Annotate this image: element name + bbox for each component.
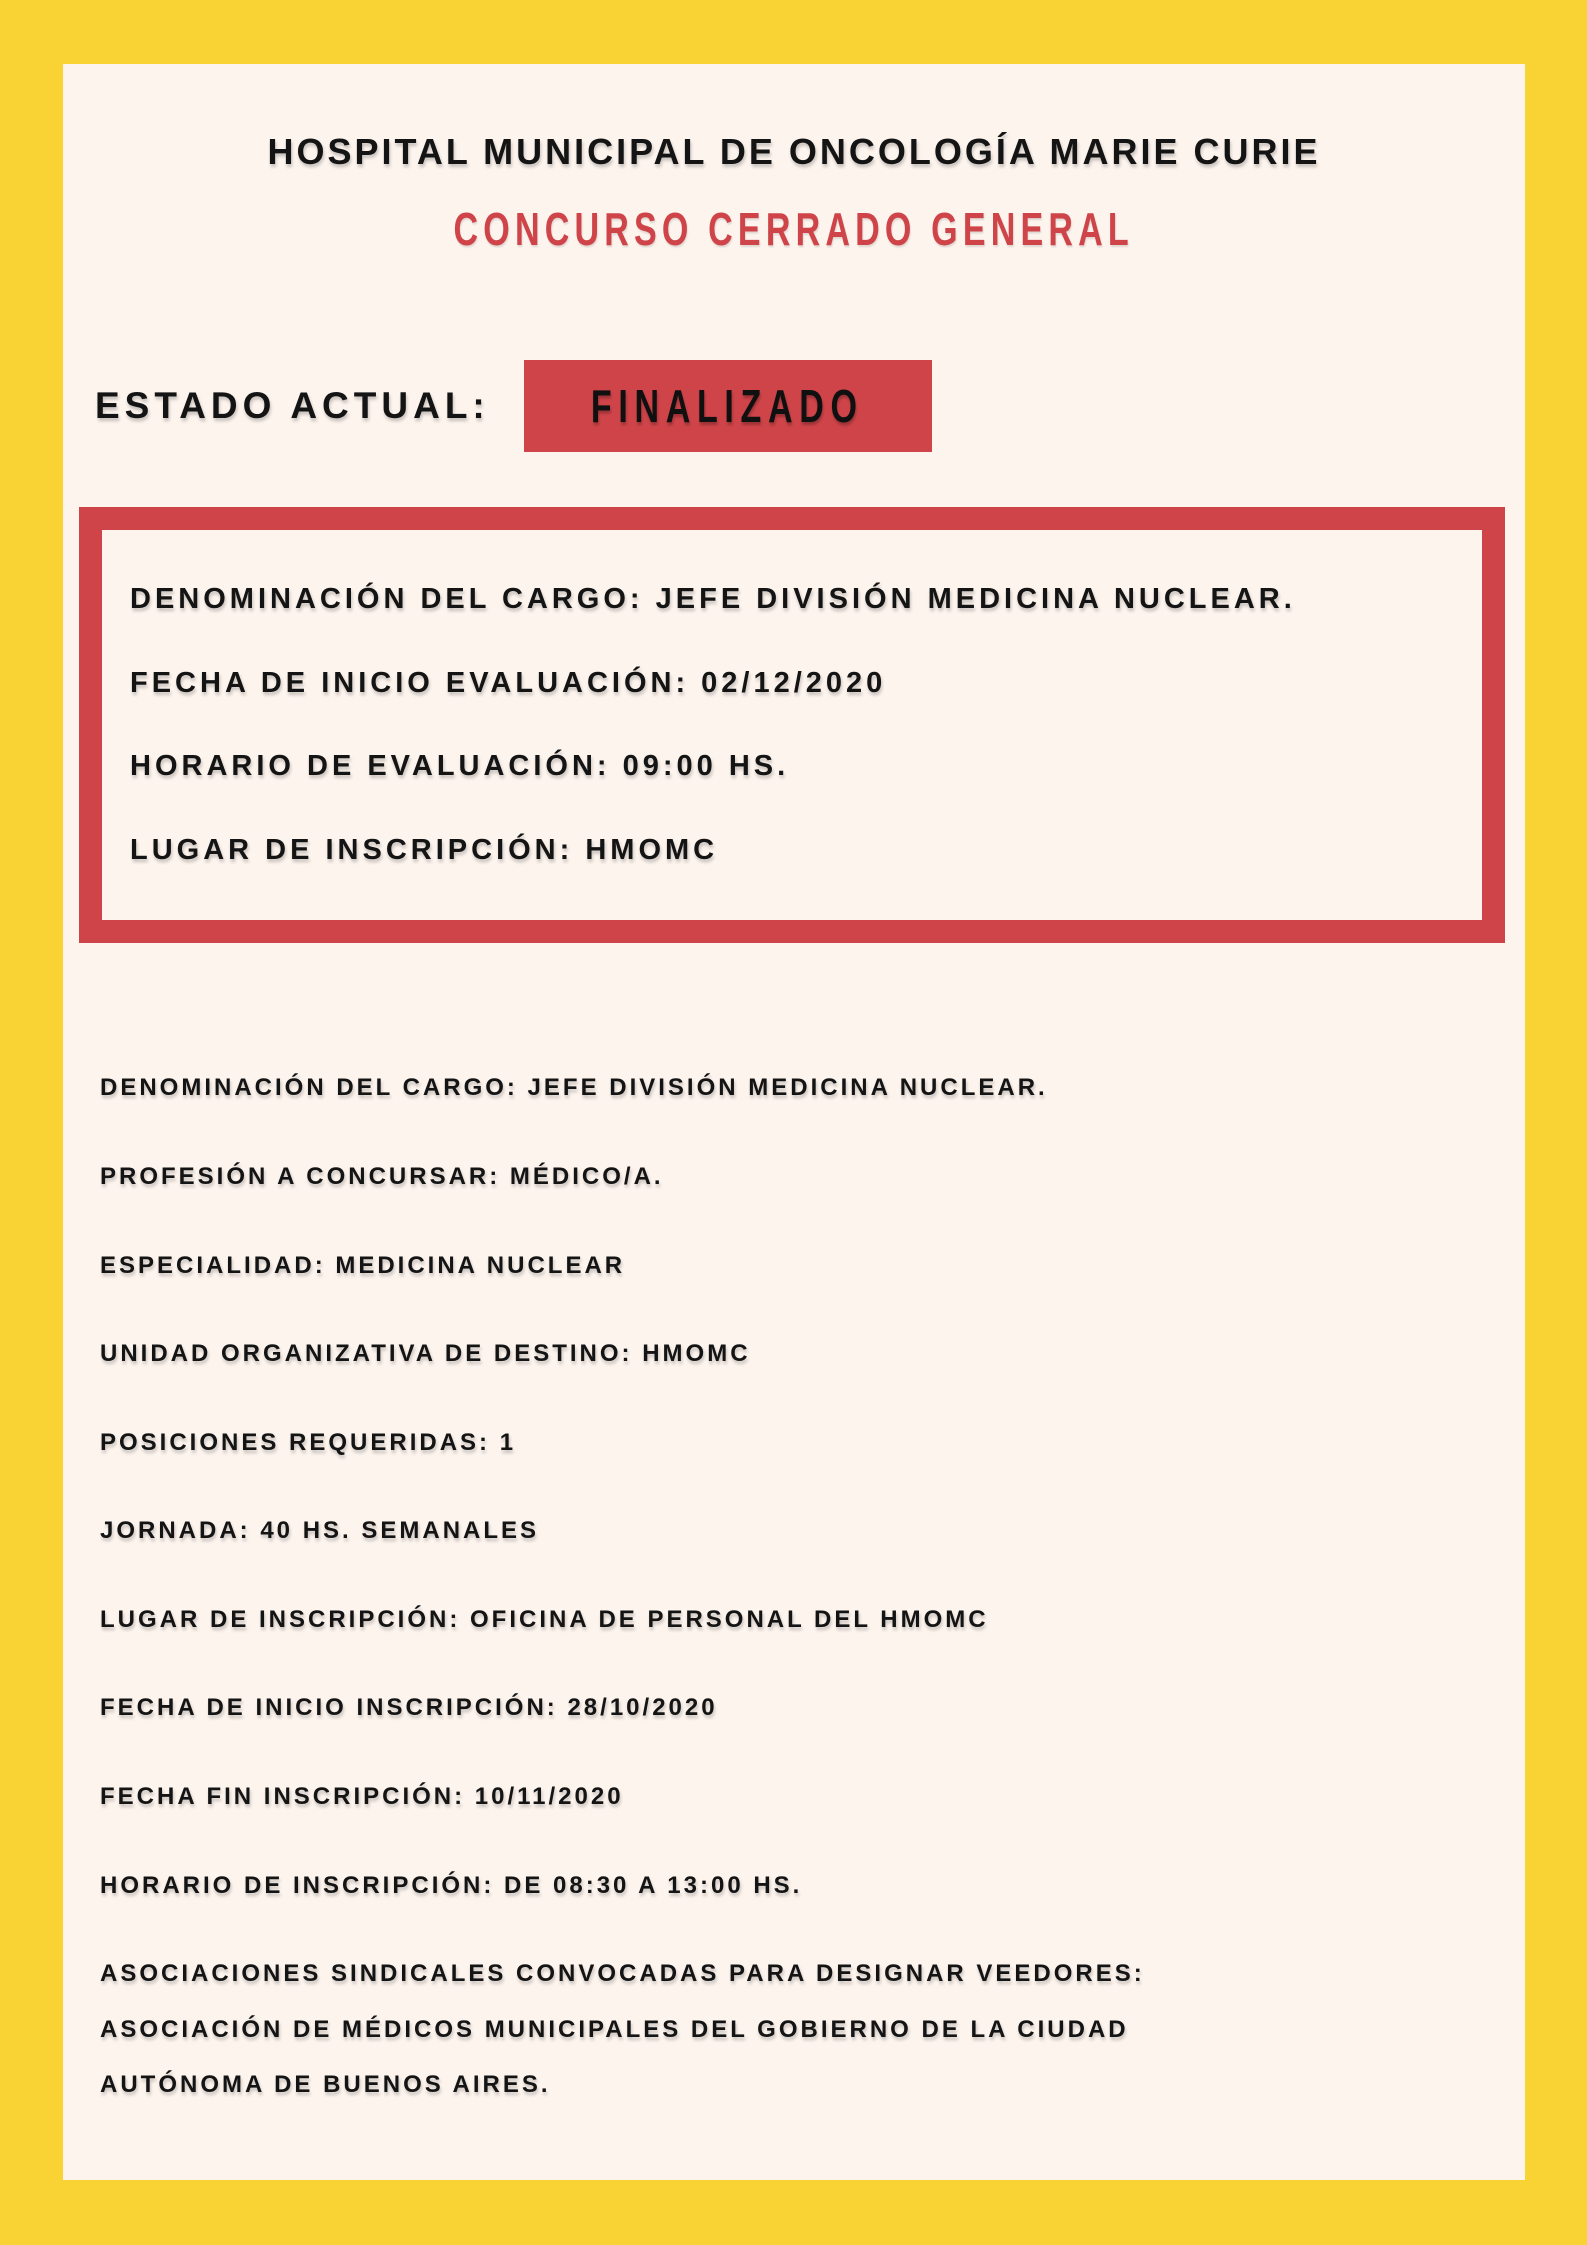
detail-item-lugar-inscripcion: LUGAR DE INSCRIPCIÓN: OFICINA DE PERSONAL DEL HMOMC bbox=[100, 1605, 989, 1633]
page-title: HOSPITAL MUNICIPAL DE ONCOLOGÍA MARIE CURIE bbox=[267, 131, 1321, 172]
detail-item-fecha-inicio-inscripcion: FECHA DE INICIO INSCRIPCIÓN: 28/10/2020 bbox=[100, 1694, 718, 1722]
detail-item-denominacion: DENOMINACIÓN DEL CARGO: JEFE DIVISIÓN MEDICINA NUCLEAR. bbox=[100, 1074, 1048, 1102]
highlight-box bbox=[79, 507, 1505, 943]
veedores-note bbox=[100, 1957, 1485, 2102]
detail-item-jornada: JORNADA: 40 HS. SEMANALES bbox=[100, 1517, 540, 1545]
detail-item-posiciones: POSICIONES REQUERIDAS: 1 bbox=[100, 1428, 517, 1456]
veedores-line-2: ASOCIACIÓN DE MÉDICOS MUNICIPALES DEL GOBIERNO DE LA CIUDAD bbox=[100, 2015, 1129, 2043]
status-label: ESTADO ACTUAL: bbox=[95, 385, 490, 427]
highlight-line-fecha-evaluacion: FECHA DE INICIO EVALUACIÓN: 02/12/2020 bbox=[130, 666, 887, 699]
status-value: FINALIZADO bbox=[591, 380, 865, 433]
highlight-line-horario-evaluacion: HORARIO DE EVALUACIÓN: 09:00 HS. bbox=[130, 750, 790, 783]
detail-item-fecha-fin-inscripcion: FECHA FIN INSCRIPCIÓN: 10/11/2020 bbox=[100, 1783, 624, 1811]
page-subtitle: CONCURSO CERRADO GENERAL bbox=[453, 203, 1135, 256]
veedores-line-3: AUTÓNOMA DE BUENOS AIRES. bbox=[100, 2071, 551, 2099]
detail-item-unidad-organizativa: UNIDAD ORGANIZATIVA DE DESTINO: HMOMC bbox=[100, 1340, 751, 1368]
veedores-line-1: ASOCIACIONES SINDICALES CONVOCADAS PARA DESIGNAR VEEDORES: bbox=[100, 1960, 1145, 1988]
detail-item-profesion: PROFESIÓN A CONCURSAR: MÉDICO/A. bbox=[100, 1162, 664, 1190]
highlight-line-cargo: DENOMINACIÓN DEL CARGO: JEFE DIVISIÓN MEDICINA NUCLEAR. bbox=[130, 583, 1296, 616]
status-row bbox=[63, 360, 1525, 452]
details-list bbox=[63, 1071, 1525, 2102]
detail-item-horario-inscripcion: HORARIO DE INSCRIPCIÓN: DE 08:30 A 13:00 HS. bbox=[100, 1871, 803, 1899]
page-subtitle-row bbox=[63, 202, 1525, 256]
detail-item-especialidad: ESPECIALIDAD: MEDICINA NUCLEAR bbox=[100, 1251, 626, 1279]
status-badge bbox=[524, 360, 932, 452]
highlight-line-lugar-inscripcion: LUGAR DE INSCRIPCIÓN: HMOMC bbox=[130, 833, 719, 866]
poster-content bbox=[63, 64, 1525, 2180]
